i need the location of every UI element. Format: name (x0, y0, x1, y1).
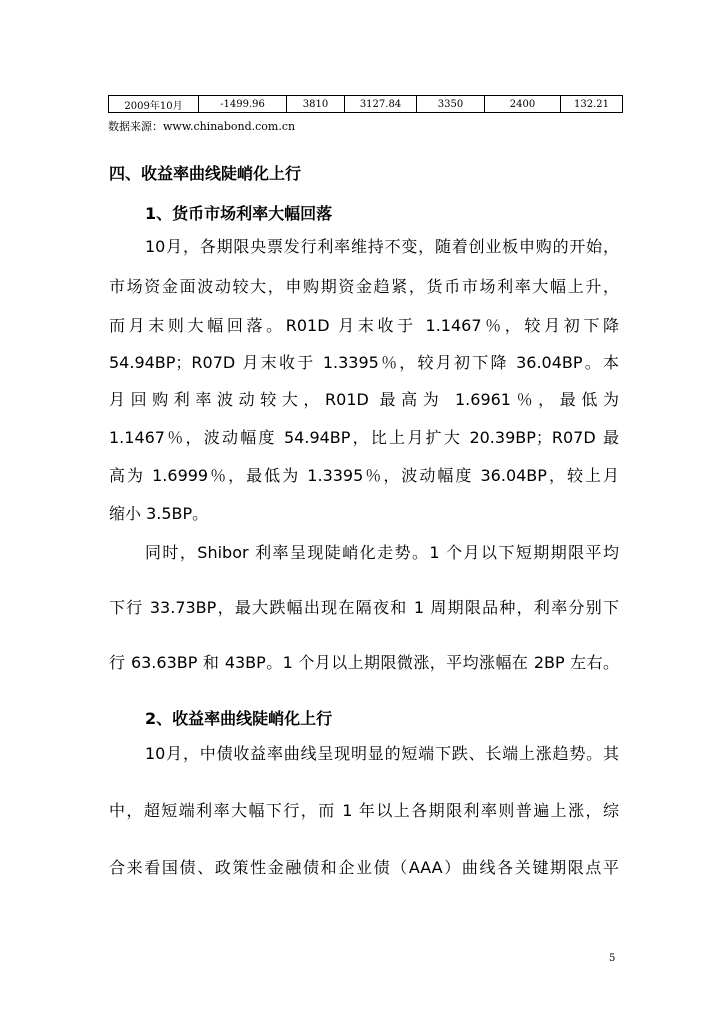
table-cell-date: 2009年10月 (109, 96, 199, 113)
table-cell: 3350 (417, 96, 485, 113)
subsection-title-money-market: 1、货币市场利率大幅回落 (145, 204, 333, 223)
table-cell: -1499.96 (199, 96, 287, 113)
data-table (108, 95, 623, 113)
paragraph-line: 月回购利率波动较大，R01D 最高为 1.6961％，最低为 (109, 390, 619, 409)
table-cell: 132.21 (561, 96, 623, 113)
table-cell: 2400 (485, 96, 561, 113)
paragraph-line: 1.1467％，波动幅度 54.94BP，比上月扩大 20.39BP；R07D 最 (109, 428, 619, 447)
paragraph-line: 10月，各期限央票发行利率维持不变，随着创业板申购的开始， (145, 237, 619, 256)
table-row (109, 96, 623, 113)
paragraph-line: 同时，Shibor 利率呈现陡峭化走势。1 个月以下短期期限平均 (145, 543, 619, 562)
paragraph-line: 下行 33.73BP，最大跌幅出现在隔夜和 1 周期限品种，利率分别下 (109, 598, 619, 617)
subsection-title-yield-curve: 2、收益率曲线陡峭化上行 (145, 709, 333, 728)
paragraph-line: 缩小 3.5BP。 (109, 504, 209, 523)
paragraph-line: 行 63.63BP 和 43BP。1 个月以上期限微涨，平均涨幅在 2BP 左右。 (109, 653, 619, 672)
paragraph-line: 54.94BP；R07D 月末收于 1.3395％，较月初下降 36.04BP。本 (109, 353, 619, 372)
paragraph-line: 而月末则大幅回落。R01D 月末收于 1.1467％，较月初下降 (109, 316, 619, 335)
paragraph-line: 中，超短端利率大幅下行，而 1 年以上各期限利率则普遍上涨，综 (109, 801, 619, 820)
table-cell: 3810 (287, 96, 345, 113)
page-number: 5 (609, 953, 616, 964)
table-cell: 3127.84 (345, 96, 417, 113)
paragraph-line: 合来看国债、政策性金融债和企业债（AAA）曲线各关键期限点平 (109, 858, 619, 877)
data-source-note: 数据来源：www.chinabond.com.cn (108, 120, 296, 133)
paragraph-line: 市场资金面波动较大，申购期资金趋紧，货币市场利率大幅上升， (109, 277, 619, 296)
paragraph-line: 高为 1.6999％，最低为 1.3395％，波动幅度 36.04BP，较上月 (109, 466, 619, 485)
paragraph-line: 10月，中债收益率曲线呈现明显的短端下跌、长端上涨趋势。其 (145, 744, 619, 763)
section-title: 四、收益率曲线陡峭化上行 (109, 164, 302, 183)
